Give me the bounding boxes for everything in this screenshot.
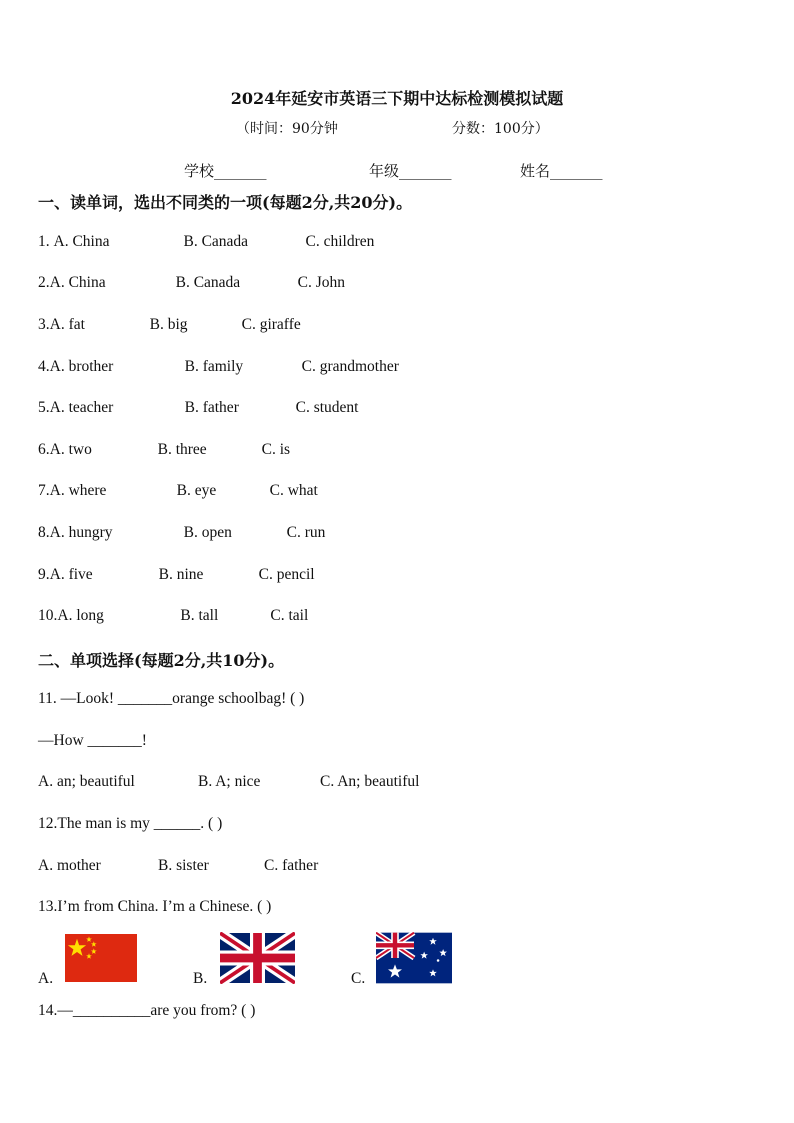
option-b[interactable]: B. Canada bbox=[175, 274, 241, 291]
question-13: 13.I’m from China. I’m a Chinese. ( ) bbox=[38, 898, 272, 915]
question-number: 2. bbox=[38, 274, 50, 291]
school-field[interactable]: 学校_______ bbox=[184, 162, 267, 180]
question-10 bbox=[38, 607, 308, 625]
question-number: 4. bbox=[38, 358, 50, 375]
option-c[interactable]: C. grandmother bbox=[301, 358, 399, 375]
option-b[interactable]: B. father bbox=[184, 399, 239, 416]
option-c[interactable]: C. bbox=[351, 970, 366, 987]
option-c[interactable]: C. is bbox=[261, 441, 291, 458]
australia-flag-icon[interactable] bbox=[376, 932, 452, 984]
option-b[interactable]: B. open bbox=[183, 524, 232, 541]
option-b[interactable]: B. tall bbox=[180, 607, 219, 624]
option-b[interactable]: B. bbox=[193, 970, 208, 987]
question-14: 14.—__________are you from? ( ) bbox=[38, 1002, 256, 1019]
question-4 bbox=[38, 358, 399, 376]
option-c[interactable]: C. run bbox=[286, 524, 326, 541]
section-1-heading: 一、读单词，选出不同类的一项(每题2分,共20分)。 bbox=[38, 193, 413, 212]
option-a[interactable]: A. China bbox=[49, 274, 106, 291]
question-3 bbox=[38, 316, 301, 334]
option-b[interactable]: B. A; nice bbox=[198, 773, 261, 790]
question-11-line-2: —How _______! bbox=[38, 732, 147, 749]
option-c[interactable]: C. tail bbox=[270, 607, 309, 624]
option-a[interactable]: A. fat bbox=[49, 316, 85, 333]
page-title: 2024年延安市英语三下期中达标检测模拟试题 bbox=[230, 89, 564, 108]
option-a[interactable]: A. long bbox=[57, 607, 104, 624]
uk-flag-icon[interactable] bbox=[220, 932, 295, 984]
option-a[interactable]: A. China bbox=[53, 233, 110, 250]
question-2 bbox=[38, 274, 345, 292]
question-13-options bbox=[38, 930, 498, 990]
question-11-options bbox=[38, 773, 419, 791]
question-12-options bbox=[38, 857, 318, 875]
option-b[interactable]: B. nine bbox=[158, 566, 204, 583]
option-a[interactable]: A. five bbox=[49, 566, 93, 583]
option-c[interactable]: C. giraffe bbox=[241, 316, 301, 333]
option-b[interactable]: B. Canada bbox=[183, 233, 249, 250]
option-a[interactable]: A. teacher bbox=[49, 399, 114, 416]
option-a[interactable]: A. where bbox=[49, 482, 107, 499]
option-c[interactable]: C. student bbox=[295, 399, 359, 416]
question-11: 11. —Look! _______orange schoolbag! ( ) bbox=[38, 690, 305, 707]
question-6 bbox=[38, 441, 290, 459]
option-c[interactable]: C. pencil bbox=[258, 566, 315, 583]
option-a[interactable]: A. brother bbox=[49, 358, 114, 375]
option-a[interactable]: A. mother bbox=[38, 857, 101, 874]
option-b[interactable]: B. family bbox=[184, 358, 244, 375]
option-b[interactable]: B. sister bbox=[158, 857, 209, 874]
option-a[interactable]: A. two bbox=[49, 441, 92, 458]
question-1 bbox=[38, 233, 374, 251]
question-number: 3. bbox=[38, 316, 50, 333]
question-5 bbox=[38, 399, 359, 417]
question-number: 6. bbox=[38, 441, 50, 458]
option-a[interactable]: A. hungry bbox=[49, 524, 113, 541]
time-limit: （时间：90分钟 bbox=[236, 121, 338, 137]
option-c[interactable]: C. what bbox=[269, 482, 318, 499]
option-c[interactable]: C. John bbox=[297, 274, 345, 291]
option-a[interactable]: A. an; beautiful bbox=[38, 773, 135, 790]
question-number: 9. bbox=[38, 566, 50, 583]
question-number: 5. bbox=[38, 399, 50, 416]
name-field[interactable]: 姓名_______ bbox=[520, 162, 603, 180]
question-12: 12.The man is my ______. ( ) bbox=[38, 815, 223, 832]
option-b[interactable]: B. eye bbox=[176, 482, 217, 499]
question-number: 7. bbox=[38, 482, 50, 499]
question-number: 10. bbox=[38, 607, 58, 624]
option-c[interactable]: C. An; beautiful bbox=[320, 773, 420, 790]
option-b[interactable]: B. three bbox=[157, 441, 207, 458]
question-8 bbox=[38, 524, 325, 542]
grade-field[interactable]: 年级_______ bbox=[369, 162, 452, 180]
option-c[interactable]: C. father bbox=[264, 857, 319, 874]
total-score: 分数：100分） bbox=[452, 121, 549, 137]
option-c[interactable]: C. children bbox=[305, 233, 375, 250]
question-number: 1. bbox=[38, 233, 54, 250]
option-a[interactable]: A. bbox=[38, 970, 54, 987]
section-2-heading: 二、单项选择(每题2分,共10分)。 bbox=[38, 651, 285, 670]
question-9 bbox=[38, 566, 315, 584]
question-number: 8. bbox=[38, 524, 50, 541]
option-b[interactable]: B. big bbox=[149, 316, 188, 333]
china-flag-icon[interactable] bbox=[65, 932, 137, 984]
question-7 bbox=[38, 482, 318, 500]
